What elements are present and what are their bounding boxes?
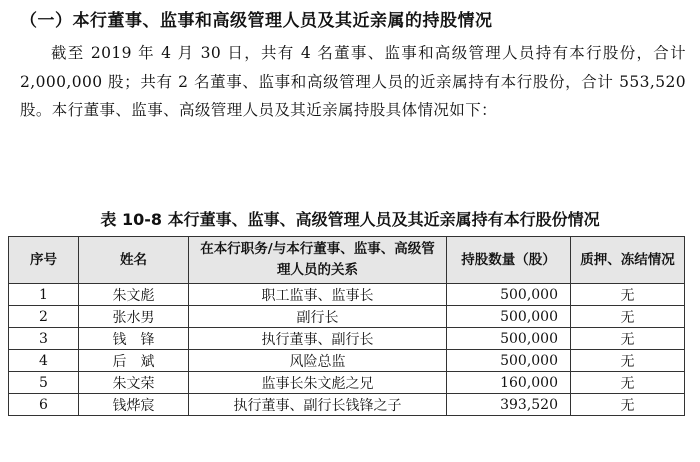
- cell-index: 4: [9, 350, 79, 372]
- cell-pledge: 无: [571, 284, 685, 306]
- cell-name: 张水男: [79, 306, 189, 328]
- cell-shares: 500,000: [447, 350, 571, 372]
- table-row: [9, 306, 685, 328]
- cell-index: 5: [9, 372, 79, 394]
- cell-shares: 500,000: [447, 284, 571, 306]
- table-row: [9, 328, 685, 350]
- header-position: 在本行职务/与本行董事、监事、高级管理人员的关系: [189, 237, 447, 284]
- cell-name: 后 斌: [79, 350, 189, 372]
- cell-name: 钱烨宸: [79, 394, 189, 416]
- cell-shares: 393,520: [447, 394, 571, 416]
- table-header-row: [9, 237, 685, 284]
- cell-pledge: 无: [571, 372, 685, 394]
- header-shares: 持股数量（股）: [447, 237, 571, 284]
- cell-position: 职工监事、监事长: [189, 284, 447, 306]
- table-caption: 表 10-8 本行董事、监事、高级管理人员及其近亲属持有本行股份情况: [100, 210, 600, 229]
- header-name: 姓名: [79, 237, 189, 284]
- cell-index: 6: [9, 394, 79, 416]
- cell-position: 执行董事、副行长: [189, 328, 447, 350]
- table-row: [9, 350, 685, 372]
- shareholding-table: [8, 236, 685, 416]
- cell-index: 1: [9, 284, 79, 306]
- cell-shares: 500,000: [447, 328, 571, 350]
- cell-index: 3: [9, 328, 79, 350]
- cell-name: 朱文荣: [79, 372, 189, 394]
- cell-position: 执行董事、副行长钱锋之子: [189, 394, 447, 416]
- cell-pledge: 无: [571, 394, 685, 416]
- cell-pledge: 无: [571, 306, 685, 328]
- table-row: [9, 284, 685, 306]
- table-row: [9, 394, 685, 416]
- cell-shares: 500,000: [447, 306, 571, 328]
- cell-name: 钱 锋: [79, 328, 189, 350]
- cell-position: 风险总监: [189, 350, 447, 372]
- cell-pledge: 无: [571, 328, 685, 350]
- cell-name: 朱文彪: [79, 284, 189, 306]
- cell-position: 监事长朱文彪之兄: [189, 372, 447, 394]
- header-pledge: 质押、冻结情况: [571, 237, 685, 284]
- cell-index: 2: [9, 306, 79, 328]
- body-paragraph: 截至 2019 年 4 月 30 日，共有 4 名董事、监事和高级管理人员持有本行股份，合计 2,000,000 股；共有 2 名董事、监事和高级管理人员的近亲属持有本行股份，合计 553,520 股。本行董事、监事、高级管理人员及其近亲属持股具体情况如下：: [20, 44, 686, 119]
- section-heading: （一）本行董事、监事和高级管理人员及其近亲属的持股情况: [20, 11, 493, 31]
- header-index: 序号: [9, 237, 79, 284]
- table-row: [9, 372, 685, 394]
- cell-pledge: 无: [571, 350, 685, 372]
- cell-position: 副行长: [189, 306, 447, 328]
- cell-shares: 160,000: [447, 372, 571, 394]
